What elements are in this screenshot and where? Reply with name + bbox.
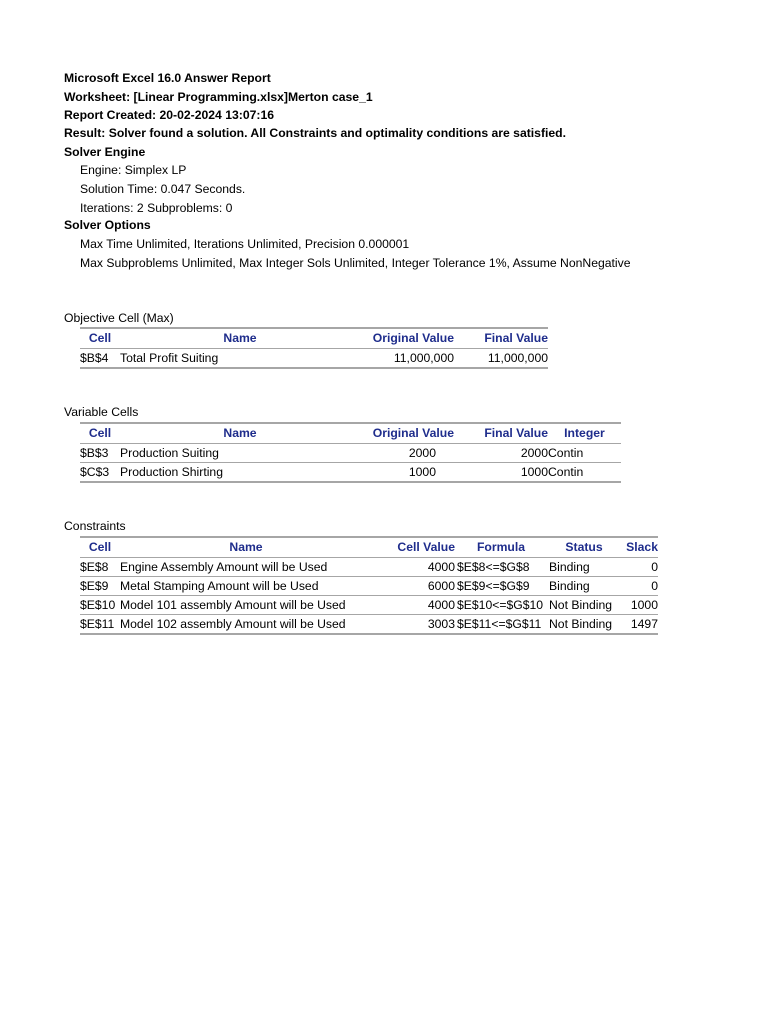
cell-formula: $E$10<=$G$10 xyxy=(455,596,547,615)
result-line: Result: Solver found a solution. All Constraints and optimality conditions are satisfied. xyxy=(64,126,567,140)
table-row xyxy=(80,558,658,577)
cell-final: 2000 xyxy=(454,444,548,463)
cell-formula: $E$8<=$G$8 xyxy=(455,558,547,577)
cell-value: 4000 xyxy=(372,558,455,577)
col-header-final: Final Value xyxy=(454,423,548,444)
iterations-line: Iterations: 2 Subproblems: 0 xyxy=(80,201,233,215)
objective-section-title: Objective Cell (Max) xyxy=(64,311,174,325)
cell-ref: $E$8 xyxy=(80,558,120,577)
cell-integer: Contin xyxy=(548,444,621,463)
cell-integer: Contin xyxy=(548,463,621,483)
col-header-original: Original Value xyxy=(360,328,454,349)
table-row xyxy=(80,596,658,615)
col-header-status: Status xyxy=(547,537,621,558)
cell-name: Model 101 assembly Amount will be Used xyxy=(120,596,372,615)
constraints-table xyxy=(80,536,658,635)
cell-status: Binding xyxy=(547,577,621,596)
cell-ref: $E$9 xyxy=(80,577,120,596)
col-header-cell-value: Cell Value xyxy=(372,537,455,558)
col-header-slack: Slack xyxy=(621,537,658,558)
col-header-original: Original Value xyxy=(360,423,454,444)
col-header-name: Name xyxy=(120,423,360,444)
cell-formula: $E$9<=$G$9 xyxy=(455,577,547,596)
cell-slack: 1497 xyxy=(621,615,658,635)
col-header-name: Name xyxy=(120,537,372,558)
cell-ref: $C$3 xyxy=(80,463,120,483)
cell-value: 4000 xyxy=(372,596,455,615)
cell-original: 2000 xyxy=(360,444,454,463)
cell-final: 11,000,000 xyxy=(454,349,548,369)
col-header-final: Final Value xyxy=(454,328,548,349)
col-header-formula: Formula xyxy=(455,537,547,558)
col-header-cell: Cell xyxy=(80,328,120,349)
cell-ref: $B$4 xyxy=(80,349,120,369)
table-row xyxy=(80,463,621,483)
cell-slack: 0 xyxy=(621,577,658,596)
worksheet-line: Worksheet: [Linear Programming.xlsx]Merton case_1 xyxy=(64,90,373,104)
report-title: Microsoft Excel 16.0 Answer Report xyxy=(64,71,271,85)
constraints-section-title: Constraints xyxy=(64,519,126,533)
solver-engine-heading: Solver Engine xyxy=(64,145,146,159)
cell-name: Production Suiting xyxy=(120,444,360,463)
engine-line: Engine: Simplex LP xyxy=(80,163,187,177)
cell-slack: 1000 xyxy=(621,596,658,615)
col-header-integer: Integer xyxy=(548,423,621,444)
cell-value: 3003 xyxy=(372,615,455,635)
cell-name: Production Shirting xyxy=(120,463,360,483)
cell-original: 11,000,000 xyxy=(360,349,454,369)
cell-name: Model 102 assembly Amount will be Used xyxy=(120,615,372,635)
table-row xyxy=(80,349,548,369)
cell-value: 6000 xyxy=(372,577,455,596)
cell-slack: 0 xyxy=(621,558,658,577)
options-line-2: Max Subproblems Unlimited, Max Integer Sols Unlimited, Integer Tolerance 1%, Assume NonNegative xyxy=(80,256,631,270)
solver-options-heading: Solver Options xyxy=(64,218,151,232)
table-row xyxy=(80,444,621,463)
report-created-line: Report Created: 20-02-2024 13:07:16 xyxy=(64,108,274,122)
cell-name: Engine Assembly Amount will be Used xyxy=(120,558,372,577)
solution-time-line: Solution Time: 0.047 Seconds. xyxy=(80,182,246,196)
cell-ref: $E$10 xyxy=(80,596,120,615)
col-header-name: Name xyxy=(120,328,360,349)
col-header-cell: Cell xyxy=(80,537,120,558)
variables-section-title: Variable Cells xyxy=(64,405,139,419)
table-row xyxy=(80,577,658,596)
cell-ref: $E$11 xyxy=(80,615,120,635)
objective-table xyxy=(80,327,548,369)
table-row xyxy=(80,615,658,635)
cell-status: Binding xyxy=(547,558,621,577)
col-header-cell: Cell xyxy=(80,423,120,444)
cell-status: Not Binding xyxy=(547,596,621,615)
cell-final: 1000 xyxy=(454,463,548,483)
cell-original: 1000 xyxy=(360,463,454,483)
options-line-1: Max Time Unlimited, Iterations Unlimited, Precision 0.000001 xyxy=(80,237,410,251)
cell-status: Not Binding xyxy=(547,615,621,635)
cell-name: Metal Stamping Amount will be Used xyxy=(120,577,372,596)
cell-name: Total Profit Suiting xyxy=(120,349,360,369)
cell-ref: $B$3 xyxy=(80,444,120,463)
cell-formula: $E$11<=$G$11 xyxy=(455,615,547,635)
variables-table xyxy=(80,422,621,483)
